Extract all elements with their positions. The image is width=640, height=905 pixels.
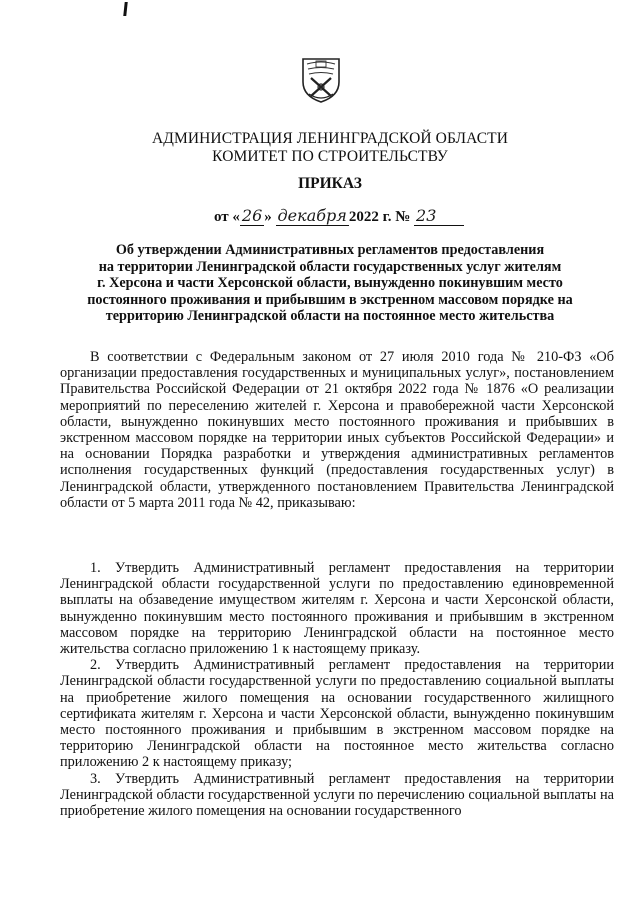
pen-mark (123, 2, 127, 16)
date-year: 2022 г. № (348, 209, 411, 225)
date-mid: » (264, 209, 272, 225)
title-line: Об утверждении Административных регламентов предоставления (115, 242, 545, 258)
order-item: 1. Утвердить Административный регламент предоставления на территории Ленинградской области государственной услуги по предоставлению единовременной выплаты на обзаведение имуществом жителям г. Херсона и части Херсонской области, вынужденно покинувшим место постоянного проживания и прибывшим в экстренном массовом порядке на территорию Ленинградской области на постоянное место жительства согласно приложению 1 к настоящему приказу. (60, 560, 614, 658)
title-line: территорию Ленинградской области на постоянное место жительства (105, 308, 555, 324)
order-items (60, 560, 614, 819)
coat-of-arms-emblem (300, 56, 342, 104)
date-line (214, 206, 464, 226)
document-type: ПРИКАЗ (298, 175, 362, 192)
preamble-paragraph: В соответствии с Федеральным законом от 27 июля 2010 года № 210-ФЗ «Об организации предоставления государственных и муниципальных услуг», постановлением Правительства Российской Федерации от 21 октября 2022 года № 1876 «О реализации мероприятий по переселению жителей г. Херсона и правобережной части Херсонской области, вынужденно покинувших место постоянного проживания и прибывших в экстренном массовом порядке на территории иных субъектов Российской Федерации» и на основании Порядка разработки и утверждения административных регламентов исполнения государственных функций (предоставления государственных услуг) в Ленинградской области, утвержденного постановлением Правительства Ленинградской области от 5 марта 2011 года № 42, приказываю: (60, 349, 614, 511)
date-day: 26 (241, 206, 263, 225)
org-name-line2: КОМИТЕТ ПО СТРОИТЕЛЬСТВУ (212, 148, 448, 165)
document-number: 23 (414, 206, 464, 226)
date-prefix: от « (214, 209, 240, 225)
document-title (66, 242, 594, 325)
order-item: 3. Утвердить Административный регламент предоставления на территории Ленинградской области государственной услуги по перечислению социальной выплаты на приобретение жилого помещения на основании государственного (60, 770, 614, 820)
order-item: 2. Утвердить Административный регламент предоставления на территории Ленинградской области государственной услуги по предоставлению социальной выплаты на приобретение жилого помещения на основании государственного жилищного сертификата жителям г. Херсона и части Херсонской области, вынужденно покинувшим место постоянного проживания и прибывшим в экстренном массовом порядке на территорию Ленинградской области на постоянное место жительства согласно приложению 2 к настоящему приказу; (60, 657, 614, 771)
org-name-line1: АДМИНИСТРАЦИЯ ЛЕНИНГРАДСКОЙ ОБЛАСТИ (152, 130, 508, 147)
date-month: декабря (277, 206, 347, 225)
title-line: постоянного проживания и прибывшим в экстренном массовом порядке на (87, 291, 573, 308)
title-line: на территории Ленинградской области государственных услуг жителям (98, 258, 562, 275)
title-line: г. Херсона и части Херсонской области, вынужденно покинувшим место (97, 275, 563, 291)
